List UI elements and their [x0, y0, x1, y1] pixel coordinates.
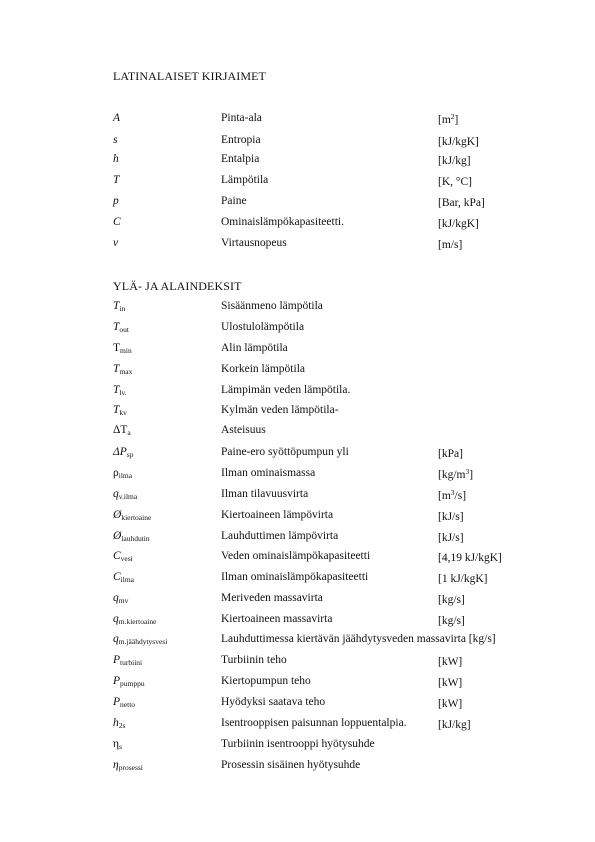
- unit: [kPa]: [438, 448, 463, 460]
- description: Isentrooppisen paisunnan loppuentalpia.: [221, 717, 407, 729]
- symbol: C: [113, 216, 121, 228]
- unit: [4,19 kJ/kgK]: [438, 552, 502, 564]
- description: Ilman ominaismassa: [221, 467, 316, 479]
- symbol: A: [113, 112, 121, 124]
- description: Ilman ominaislämpökapasiteetti: [221, 571, 369, 583]
- description: Lauhduttimen lämpövirta: [221, 530, 339, 542]
- index-row: [0, 509, 595, 529]
- symbol-row: [0, 153, 595, 173]
- description: Lämpötila: [221, 174, 269, 186]
- index-row: [0, 530, 595, 550]
- section-title-indices: YLÄ- JA ALAINDEKSIT: [113, 279, 242, 293]
- description: Meriveden massavirta: [221, 592, 323, 604]
- symbol: $T_{in}$: [113, 300, 126, 313]
- symbol: $P_{turbiini}$: [113, 654, 143, 667]
- unit: [1 kJ/kgK]: [438, 573, 488, 585]
- symbol: $T_{lv.}$: [113, 384, 127, 397]
- symbol: $q_{m.jäähdytysvesi}$: [113, 633, 168, 646]
- description: Kiertoaineen lämpövirta: [221, 509, 334, 521]
- unit: [kJ/kg]: [438, 719, 471, 731]
- description: Turbiinin teho: [221, 654, 287, 666]
- description: Ominaislämpökapasiteetti.: [221, 216, 344, 228]
- description: Virtausnopeus: [221, 237, 287, 249]
- index-row: [0, 404, 595, 424]
- index-row: [0, 696, 595, 716]
- description: Lauhduttimessa kiertävän jäähdytysveden massavirta [kg/s]: [221, 633, 496, 645]
- description: Veden ominaislämpökapasiteetti: [221, 550, 371, 562]
- index-row: [0, 571, 595, 591]
- symbol: $P_{netto}$: [113, 696, 136, 709]
- symbol: $\rho_{ilma}$: [113, 467, 133, 480]
- symbol: $T_{out}$: [113, 321, 129, 334]
- symbol: $P_{pumppu}$: [113, 675, 145, 688]
- index-row: [0, 321, 595, 341]
- symbol: $T_{kv}$: [113, 404, 127, 417]
- symbol-row: [0, 174, 595, 194]
- unit: [m/s]: [438, 239, 463, 251]
- unit: [kJ/kg]: [438, 155, 471, 167]
- unit: [kW]: [438, 677, 463, 689]
- symbol: $\eta_s$: [113, 738, 122, 751]
- index-row: [0, 363, 595, 383]
- description: Kiertopumpun teho: [221, 675, 311, 687]
- symbol: $\Delta T_a$: [113, 424, 131, 437]
- unit: [kJ/s]: [438, 532, 464, 544]
- index-row: [0, 342, 595, 362]
- description: Turbiinin isentrooppi hyötysuhde: [221, 738, 375, 750]
- index-row: [0, 613, 595, 633]
- unit: [Bar, kPa]: [438, 197, 485, 209]
- unit: $[m^3/s]$: [438, 488, 467, 502]
- symbol: s: [113, 134, 118, 146]
- unit: [kW]: [438, 656, 463, 668]
- description: Ulostulolämpötila: [221, 321, 305, 333]
- description: Korkein lämpötila: [221, 363, 305, 375]
- index-row: [0, 738, 595, 758]
- unit: [kJ/kgK]: [438, 218, 479, 230]
- symbol: $C_{ilma}$: [113, 571, 135, 584]
- index-row: [0, 633, 595, 653]
- description: Hyödyksi saatava teho: [221, 696, 326, 708]
- symbol: $T_{min}$: [113, 342, 132, 355]
- symbol: $q_{v.ilma}$: [113, 488, 138, 501]
- index-row: [0, 446, 595, 466]
- description: Lämpimän veden lämpötila.: [221, 384, 351, 396]
- index-row: [0, 675, 595, 695]
- symbol: $C_{vesi}$: [113, 550, 133, 563]
- symbol: p: [113, 195, 119, 207]
- symbol: $q_{m.kiertoaine}$: [113, 613, 157, 626]
- description: Asteisuus: [221, 424, 266, 436]
- symbol-row: [0, 195, 595, 215]
- description: Alin lämpötila: [221, 342, 288, 354]
- index-row: [0, 592, 595, 612]
- description: Prosessin sisäinen hyötysuhde: [221, 759, 361, 771]
- description: Paine: [221, 195, 247, 207]
- description: Kylmän veden lämpötila-: [221, 404, 339, 416]
- unit: [K, °C]: [438, 176, 472, 188]
- unit: $[m^2]$: [438, 112, 459, 126]
- unit: [kJ/kgK]: [438, 136, 479, 148]
- index-row: [0, 384, 595, 404]
- description: Sisäänmeno lämpötila: [221, 300, 323, 312]
- symbol: $h_{2s}$: [113, 717, 126, 730]
- symbol: v: [113, 237, 119, 249]
- symbol: $T_{max}$: [113, 363, 133, 376]
- description: Pinta-ala: [221, 112, 262, 124]
- description: Entropia: [221, 134, 261, 146]
- index-row: [0, 550, 595, 570]
- description: Ilman tilavuusvirta: [221, 488, 309, 500]
- symbol: $Ø_{kiertoaine}$: [113, 509, 152, 522]
- symbol: $Ø_{lauhdutin}$: [113, 530, 150, 543]
- symbol-row: [0, 112, 595, 132]
- unit: [kg/s]: [438, 594, 465, 606]
- index-row: [0, 488, 595, 508]
- symbol: $\Delta P_{sp}$: [113, 446, 134, 459]
- index-row: [0, 424, 595, 444]
- description: Kiertoaineen massavirta: [221, 613, 333, 625]
- unit: $[kg/m^3]$: [438, 467, 474, 481]
- symbol: $q_{mv}$: [113, 592, 129, 605]
- index-row: [0, 759, 595, 779]
- symbol-row: [0, 216, 595, 236]
- index-row: [0, 300, 595, 320]
- index-row: [0, 467, 595, 487]
- index-row: [0, 717, 595, 737]
- index-row: [0, 654, 595, 674]
- description: Paine-ero syöttöpumpun yli: [221, 446, 349, 458]
- symbol: T: [113, 174, 120, 186]
- unit: [kW]: [438, 698, 463, 710]
- symbol: $\eta_{prosessi}$: [113, 759, 143, 772]
- symbol: h: [113, 153, 119, 165]
- description: Entalpia: [221, 153, 260, 165]
- symbol-row: [0, 237, 595, 257]
- unit: [kg/s]: [438, 615, 465, 627]
- section-title-latin: LATINALAISET KIRJAIMET: [113, 69, 266, 83]
- symbol-row: [0, 134, 595, 154]
- unit: [kJ/s]: [438, 511, 464, 523]
